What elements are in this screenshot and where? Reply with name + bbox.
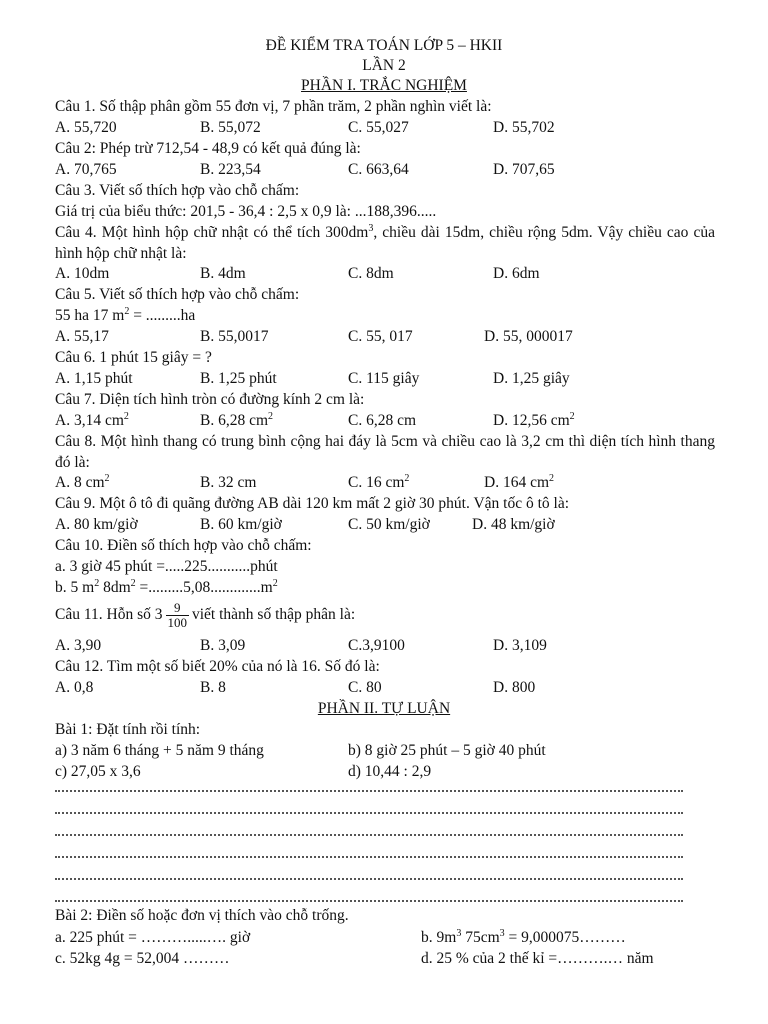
- q5-square-sup: 2: [124, 306, 130, 317]
- q9-option-d: D. 48 km/giờ: [472, 516, 555, 533]
- q8-d-sup: 2: [549, 473, 555, 484]
- q2-option-d: D. 707,65: [493, 161, 555, 178]
- q1-option-b: B. 55,072: [200, 119, 261, 136]
- question-10-a: a. 3 giờ 45 phút =.....225...........phút: [55, 558, 278, 575]
- exam-title: ĐỀ KIỂM TRA TOÁN LỚP 5 – HKII: [265, 37, 503, 54]
- question-3: Câu 3. Viết số thích hợp vào chỗ chấm:: [55, 182, 300, 199]
- q11-fraction: [166, 601, 190, 630]
- q6-option-d: D. 1,25 giây: [493, 370, 570, 387]
- q12-option-a: A. 0,8: [55, 679, 94, 696]
- q7-option-b: [200, 411, 273, 431]
- exercise-2-b-part2: 75cm: [461, 929, 500, 946]
- q4-text-part1: Câu 4. Một hình hộp chữ nhật có thể tích 300dm: [55, 224, 369, 241]
- q2-option-b: B. 223,54: [200, 161, 261, 178]
- q11-option-c: C.3,9100: [348, 637, 405, 654]
- q7-option-b-text: B. 6,28 cm: [200, 412, 269, 429]
- q10-b-part1: b. 5 m: [55, 579, 95, 596]
- answer-line: [55, 872, 683, 880]
- q7-option-a-text: A. 3,14 cm: [55, 412, 124, 429]
- q5-line-part2: = .........ha: [129, 307, 196, 324]
- q10-b-part3: =.........5,08.............m: [135, 579, 273, 596]
- q6-option-a: A. 1,15 phút: [55, 370, 133, 387]
- exercise-1: Bài 1: Đặt tính rồi tính:: [55, 721, 201, 738]
- question-10: Câu 10. Điền số thích hợp vào chỗ chấm:: [55, 537, 312, 554]
- exercise-1-a: a) 3 năm 6 tháng + 5 năm 9 tháng: [55, 742, 264, 759]
- q5-option-b: B. 55,0017: [200, 328, 269, 345]
- q8-a-sup: 2: [104, 473, 110, 484]
- q11-numerator: 9: [166, 601, 190, 616]
- question-10-b: [55, 578, 278, 598]
- q7-d-sup: 2: [569, 411, 575, 422]
- q12-option-c: C. 80: [348, 679, 382, 696]
- exercise-2-b-part3: = 9,000075………: [504, 929, 626, 946]
- q5-option-c: C. 55, 017: [348, 328, 413, 345]
- question-9: Câu 9. Một ô tô đi quãng đường AB dài 120 km mất 2 giờ 30 phút. Vận tốc ô tô là:: [55, 495, 570, 512]
- q10-b-sup3: 2: [272, 578, 278, 589]
- question-8: Câu 8. Một hình thang có trung bình cộng hai đáy là 5cm và chiều cao là 3,2 cm thì diện tích hình thang đó là:: [55, 433, 715, 471]
- question-5: Câu 5. Viết số thích hợp vào chỗ chấm:: [55, 286, 300, 303]
- answer-line: [55, 850, 683, 858]
- question-11: [55, 600, 355, 630]
- q8-option-d-text: D. 164 cm: [484, 474, 550, 491]
- q4-option-d: D. 6dm: [493, 265, 540, 282]
- exercise-2-b: [421, 928, 626, 948]
- q1-option-d: D. 55,702: [493, 119, 555, 136]
- question-2: Câu 2: Phép trừ 712,54 - 48,9 có kết quả đúng là:: [55, 140, 361, 157]
- section-2-heading: [0, 699, 768, 719]
- q11-text-part2: viết thành số thập phân là:: [192, 606, 356, 623]
- exercise-2-b-part1: b. 9m: [421, 929, 457, 946]
- section-2-label: PHẦN II. TỰ LUẬN: [317, 700, 451, 717]
- q2-option-a: A. 70,765: [55, 161, 117, 178]
- answer-line: [55, 806, 683, 814]
- q10-b-sup2: 2: [130, 578, 136, 589]
- q4-option-c: C. 8dm: [348, 265, 394, 282]
- q7-option-a: [55, 411, 129, 431]
- q4-text-part2: , chiều dài 15dm, chiều rộng 5dm. Vậy chiều cao của hình hộp chữ nhật là:: [55, 224, 715, 262]
- q9-option-c: C. 50 km/giờ: [348, 516, 430, 533]
- exercise-2-a: a. 225 phút = ……….....…. giờ: [55, 929, 251, 946]
- q11-denominator: 100: [167, 614, 187, 630]
- question-1: Câu 1. Số thập phân gồm 55 đơn vị, 7 phần trăm, 2 phần nghìn viết là:: [55, 98, 492, 115]
- q7-option-d-text: D. 12,56 cm: [493, 412, 570, 429]
- q11-text-part1: Câu 11. Hỗn số 3: [55, 606, 163, 623]
- q7-option-c: C. 6,28 cm: [348, 412, 417, 429]
- q8-option-a-text: A. 8 cm: [55, 474, 105, 491]
- q6-option-b: B. 1,25 phút: [200, 370, 277, 387]
- section-1-label: PHẦN I. TRẮC NGHIỆM: [301, 77, 467, 94]
- exercise-1-d: d) 10,44 : 2,9: [348, 763, 432, 780]
- q10-b-part2: 8dm: [99, 579, 131, 596]
- q8-option-c-text: C. 16 cm: [348, 474, 405, 491]
- q2-option-c: C. 663,64: [348, 161, 409, 178]
- q5-option-d: D. 55, 000017: [484, 328, 573, 345]
- q12-option-d: D. 800: [493, 679, 536, 696]
- question-3-expression: Giá trị của biểu thức: 201,5 - 36,4 : 2,5 x 0,9 là: ...188,396.....: [55, 203, 437, 220]
- q11-option-d: D. 3,109: [493, 637, 547, 654]
- answer-line: [55, 828, 683, 836]
- exercise-2-b-sup1: 3: [456, 928, 462, 939]
- exercise-1-c: c) 27,05 x 3,6: [55, 763, 141, 780]
- question-4: [55, 222, 715, 264]
- exam-subtitle: LẦN 2: [362, 57, 406, 74]
- q9-option-a: A. 80 km/giờ: [55, 516, 138, 533]
- answer-line: [55, 784, 683, 792]
- q5-option-a: A. 55,17: [55, 328, 109, 345]
- q7-a-sup: 2: [123, 411, 129, 422]
- q6-option-c: C. 115 giây: [348, 370, 420, 387]
- q12-option-b: B. 8: [200, 679, 226, 696]
- q9-option-b: B. 60 km/giờ: [200, 516, 282, 533]
- question-7: Câu 7. Diện tích hình tròn có đường kính 2 cm là:: [55, 391, 365, 408]
- q8-option-a: [55, 473, 110, 493]
- q7-b-sup: 2: [268, 411, 274, 422]
- q7-option-d: [493, 411, 575, 431]
- q4-option-a: A. 10dm: [55, 265, 110, 282]
- exercise-2-d: d. 25 % của 2 thế kỉ =……….… năm: [421, 950, 654, 967]
- q10-b-sup1: 2: [94, 578, 100, 589]
- q8-c-sup: 2: [404, 473, 410, 484]
- section-1-heading: [0, 76, 768, 96]
- exercise-2-b-sup2: 3: [499, 928, 505, 939]
- q1-option-a: A. 55,720: [55, 119, 117, 136]
- q4-cube-sup: 3: [368, 223, 374, 234]
- question-5-blank: [55, 306, 195, 326]
- exercise-2: Bài 2: Điền số hoặc đơn vị thích vào chỗ trống.: [55, 907, 349, 924]
- exercise-2-c: c. 52kg 4g = 52,004 ………: [55, 950, 230, 967]
- exercise-1-b: b) 8 giờ 25 phút – 5 giờ 40 phút: [348, 742, 546, 759]
- q11-option-b: B. 3,09: [200, 637, 246, 654]
- question-12: Câu 12. Tìm một số biết 20% của nó là 16. Số đó là:: [55, 658, 380, 675]
- q1-option-c: C. 55,027: [348, 119, 409, 136]
- q11-option-a: A. 3,90: [55, 637, 102, 654]
- q4-option-b: B. 4dm: [200, 265, 246, 282]
- q8-option-c: [348, 473, 409, 493]
- q5-line-part1: 55 ha 17 m: [55, 307, 125, 324]
- q8-option-d: [484, 473, 554, 493]
- question-6: Câu 6. 1 phút 15 giây = ?: [55, 349, 212, 366]
- q8-option-b: B. 32 cm: [200, 474, 257, 491]
- answer-line: [55, 894, 683, 902]
